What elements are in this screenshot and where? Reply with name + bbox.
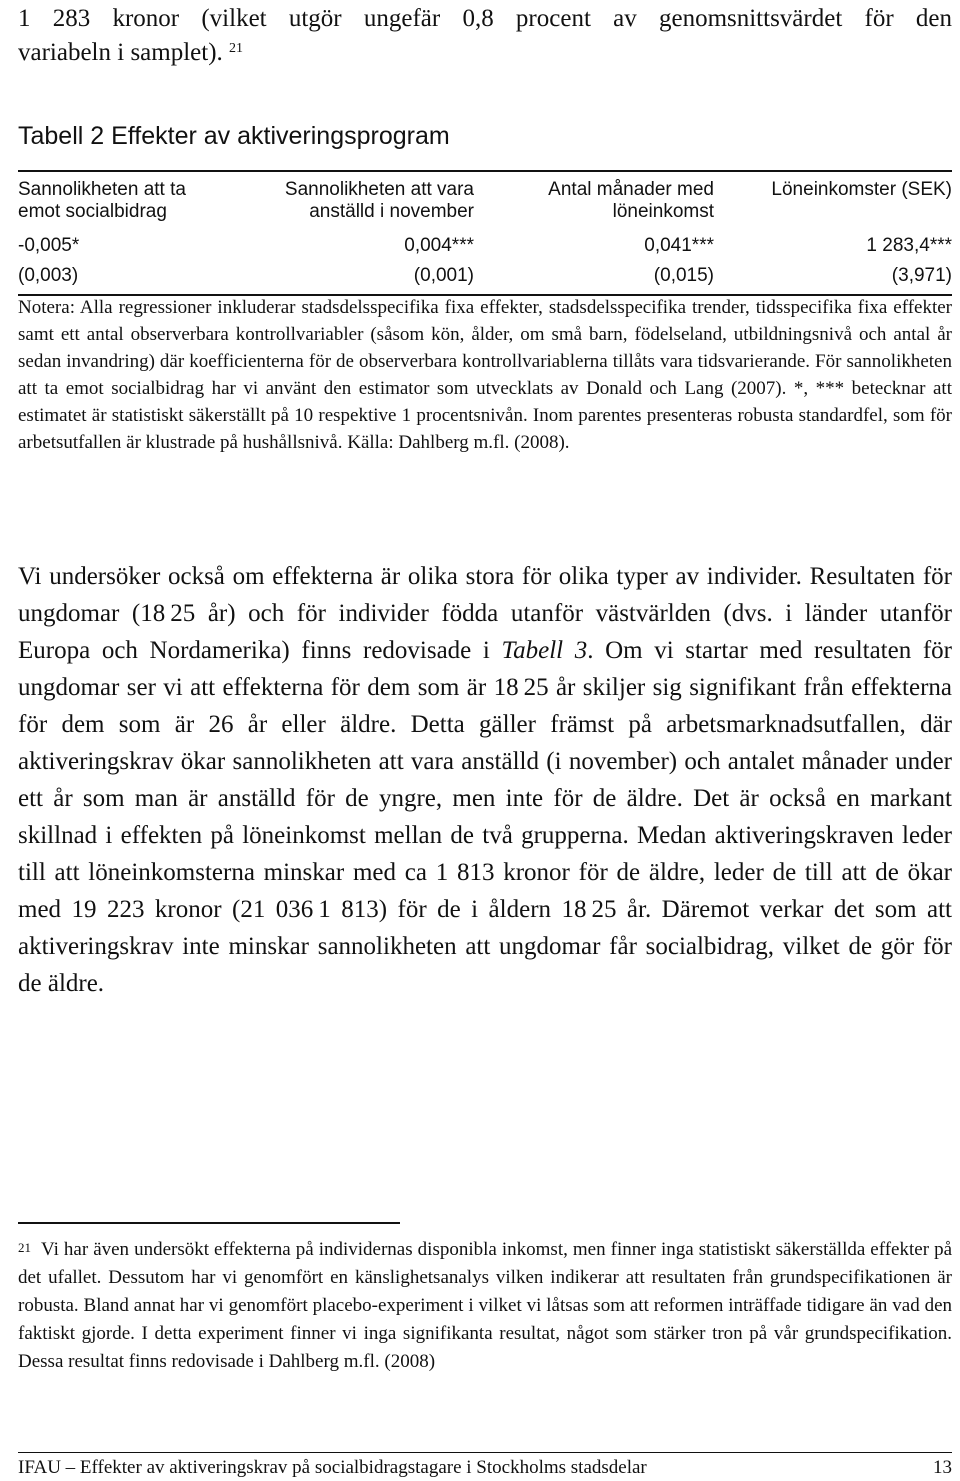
- table-row-standard-errors: [18, 261, 952, 296]
- intro-line-2: variabeln i samplet).: [18, 39, 223, 66]
- footnote-number: 21: [18, 1240, 31, 1255]
- footnote-21: [18, 1236, 952, 1376]
- table-cell: (3,971): [891, 265, 952, 286]
- body-paragraph: [18, 558, 952, 1002]
- footnote-text: Vi har även undersökt effekterna på individernas disponibla inkomst, men finner inga statistiskt säkerställda effekter på det ufallet. Dessutom har vi genomfört en känslighetsanalys vilken indikerar att resultaten från grundspecifikationen är robusta. Bland annat har vi genomfört placebo-experiment i vilket vi låtsas som att reformen inträffade tidigare än vad den faktiskt gjorde. I detta experiment finner vi inga signifikanta resultat, något som stärker tron på vår grundspecifikation. Dessa resultat finns redovisade i Dahlberg m.fl. (2008): [18, 1239, 952, 1372]
- table-row-estimates: [18, 231, 952, 261]
- table-note: Notera: Alla regressioner inkluderar stadsdelsspecifika fixa effekter, stadsdelsspecifika trender, tidsspecifika fixa effekter samt ett antal observerbara kontrollvariabler (såsom kön, ålder, om små barn, födelseland, utbildningsnivå och antal år sedan invandring) där koefficienterna för de observerbara kontrollvariablerna tillåts vara tidsvarierande. För sannolikheten att ta emot socialbidrag har vi använt den estimator som utvecklats av Donald och Lang (2007). *, *** betecknar att estimatet är statistiskt säkerställt på 10 respektive 1 procentsnivån. Inom parentes presenteras robusta standardfel, som för arbetsutfallen är klustrade på hushållsnivå. Källa: Dahlberg m.fl. (2008).: [18, 297, 952, 453]
- table-header-row: [18, 172, 952, 231]
- body-text-part-1: Vi undersöker också om effekterna är olika stora för olika typer av individer. Resultaten för ungdomar (18 25 år) och för individer födda utanför västvärlden (dvs. i länder utanför Europa och Nordamerika) finns redovisade i: [18, 563, 952, 664]
- page-footer: [18, 1452, 952, 1479]
- table-3-reference: Tabell 3: [501, 637, 588, 664]
- header-cell-socialbidrag: Sannolikheten att ta emot socialbidrag: [18, 179, 186, 222]
- table-cell: 0,004***: [404, 235, 474, 256]
- footnote-divider: [18, 1222, 400, 1224]
- header-cell-anstalld: Sannolikheten att vara anställd i november: [284, 179, 474, 222]
- table-cell: (0,001): [413, 265, 474, 286]
- table-cell: (0,015): [653, 265, 714, 286]
- table-title: Tabell 2 Effekter av aktiveringsprogram: [18, 122, 450, 150]
- table-cell: -0,005*: [18, 235, 80, 256]
- results-table: [18, 170, 952, 296]
- footer-title: IFAU – Effekter av aktiveringskrav på socialbidragstagare i Stockholms stadsdelar: [18, 1457, 647, 1478]
- header-cell-loneinkomster: Löneinkomster (SEK): [771, 179, 952, 200]
- header-cell-manader: Antal månader med löneinkomst: [548, 179, 714, 222]
- table-cell: (0,003): [18, 265, 79, 286]
- intro-line-1: 1 283 kronor (vilket utgör ungefär 0,8 procent av genomsnittsvärdet för den: [18, 5, 952, 32]
- intro-paragraph: [18, 2, 952, 70]
- table-cell: 0,041***: [644, 235, 714, 256]
- footnote-ref-21[interactable]: 21: [229, 41, 244, 56]
- page-number: 13: [933, 1457, 952, 1478]
- table-cell: 1 283,4***: [866, 235, 952, 256]
- body-text-part-2: . Om vi startar med resultaten för ungdomar ser vi att effekterna för dem som är 18 25 år skiljer sig signifikant från effekterna för dem som är 26 år eller äldre. Detta gäller främst på arbetsmarknadsutfallen, där aktiveringskrav ökar sannolikheten att vara anställd (i november) och antalet månader under ett år som man är anställd för de yngre, men inte för de äldre. Det är också en markant skillnad i effekten på löneinkomst mellan de två grupperna. Medan aktiveringskraven leder till att löneinkomsterna minskar med ca 1 813 kronor för de äldre, leder de till att de ökar med 19 223 kronor (21 036 1 813) för de i åldern 18 25 år. Däremot verkar det som att aktiveringskrav inte minskar sannolikheten att ungdomar får socialbidrag, vilket de gör för de äldre.: [18, 637, 952, 997]
